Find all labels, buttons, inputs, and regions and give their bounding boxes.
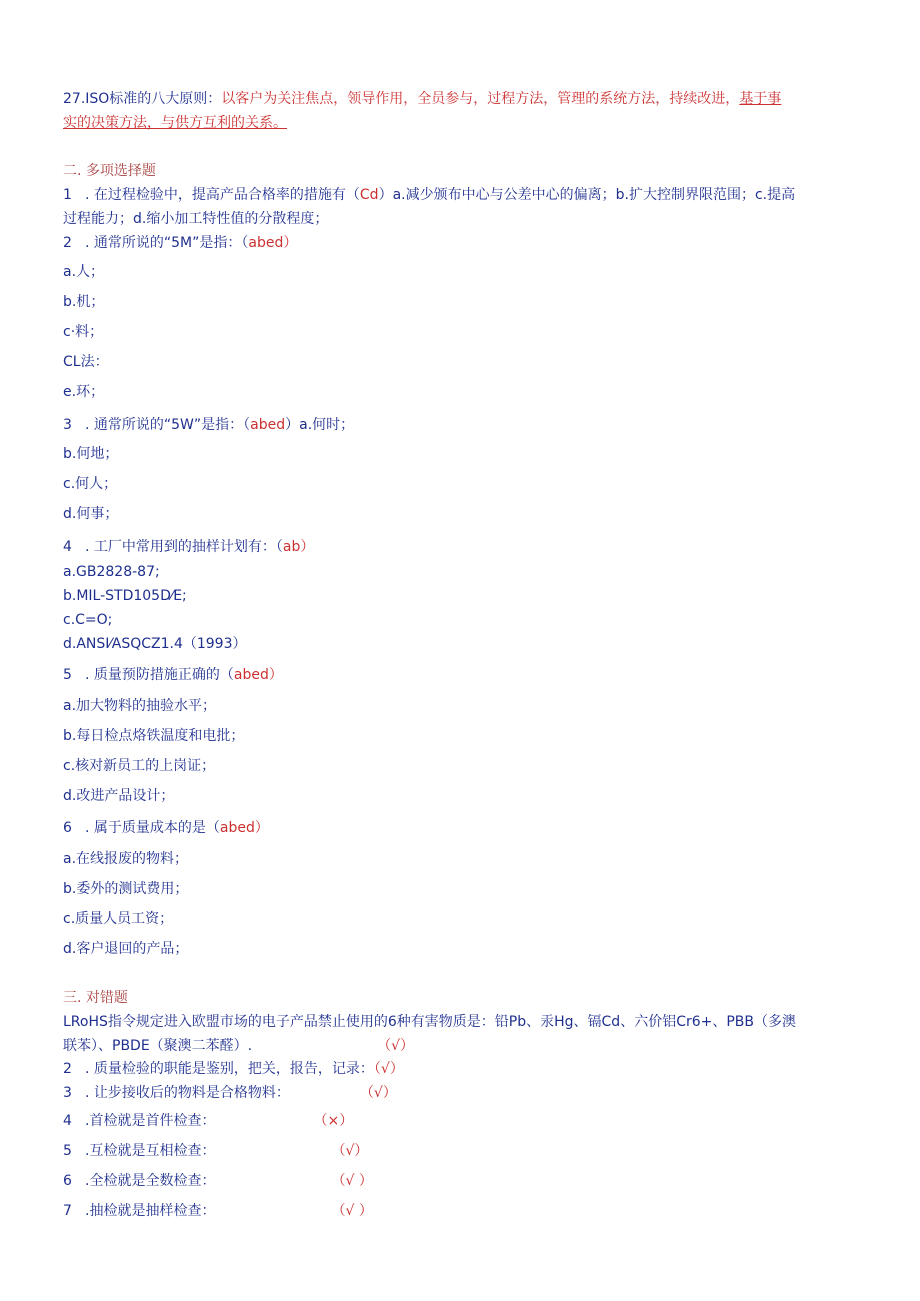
mc-q6 (63, 817, 269, 839)
mc-q1-line2: 过程能力；d.缩小加工特性值的分散程度； (63, 211, 329, 227)
tf-question (63, 1082, 397, 1104)
option: d.ANSI⁄ASQCZ1.4（1993） (63, 636, 247, 652)
option: c.质量人员工资； (63, 911, 174, 927)
option: b.每日检点烙铁温度和电批； (63, 728, 245, 744)
answer-close: ） (400, 1038, 415, 1054)
question-options: ）a.减少颁布中心与公差中心的偏离；b.扩大控制界限范围；c.提高 (378, 187, 796, 203)
answer-mark: √ (391, 1038, 401, 1054)
mc-q5 (63, 664, 283, 686)
tf-q1-line2 (63, 1035, 414, 1057)
option: d.改进产品设计； (63, 788, 175, 804)
q27-line1 (63, 88, 781, 110)
option: a.GB2828-87; (63, 564, 160, 580)
answer-mark: × (327, 1113, 340, 1129)
option: b.委外的测试费用； (63, 881, 189, 897)
option: c.何人； (63, 476, 118, 492)
question-number: 7 (63, 1203, 72, 1219)
question-options: ）a.何时； (285, 417, 355, 433)
answer-mark: √ (380, 1061, 390, 1077)
mc-q4 (63, 536, 314, 558)
q27-line2: 实的决策方法，与供方互利的关系。 (63, 115, 287, 131)
answer-close: ） (300, 539, 315, 555)
question-number: 5 (63, 1143, 72, 1159)
answer-mark: √ (373, 1085, 383, 1101)
option: a.人； (63, 264, 105, 280)
q27-answer-tail: 基于事 (739, 91, 782, 107)
answer: abed (248, 235, 284, 251)
option: b.机； (63, 294, 105, 310)
question-text: .全检就是全数检查： (85, 1173, 216, 1189)
option: b.何地； (63, 446, 119, 462)
option: a.在线报废的物料； (63, 851, 189, 867)
answer-mark: √ (345, 1203, 355, 1219)
answer-close: ） (254, 820, 269, 836)
question-number: 3 (63, 1085, 72, 1101)
question-number: 2 (63, 235, 72, 251)
question-text: .首检就是首件检查： (85, 1113, 216, 1129)
option: CL法： (63, 354, 109, 370)
answer: ab (282, 539, 301, 555)
section-3-title: 三. 对错题 (63, 990, 128, 1006)
option: c.核对新员工的上岗证； (63, 758, 216, 774)
answer-close: ） (382, 1085, 397, 1101)
question-number: 6 (63, 820, 72, 836)
tf-question (63, 1170, 373, 1192)
question-text: . 在过程检验中，提高产品合格率的措施有（ (85, 187, 360, 203)
tf-question (63, 1110, 353, 1132)
answer-close: ） (268, 667, 283, 683)
tf-question (63, 1058, 404, 1080)
tf-question (63, 1140, 368, 1162)
question-number: 3 (63, 417, 72, 433)
question-number: 5 (63, 667, 72, 683)
question-text: .抽检就是抽样检查： (85, 1203, 216, 1219)
answer-close: ） (283, 235, 298, 251)
question-text: 联苯）、PBDE（聚澳二苯醛）. (63, 1038, 253, 1054)
mc-q2 (63, 232, 297, 254)
question-text: . 质量检验的职能是鉴别，把关，报告，记录： (85, 1061, 374, 1077)
answer-open: （ (359, 1085, 374, 1101)
option: e.环； (63, 384, 105, 400)
answer-close: ） (354, 1173, 373, 1189)
answer-close: ） (354, 1203, 373, 1219)
answer-close: ） (389, 1061, 404, 1077)
question-number: 2 (63, 1061, 72, 1077)
answer-mark: √ (345, 1173, 355, 1189)
question-text: . 让步接收后的物料是合格物料： (85, 1085, 290, 1101)
answer-open: （ (331, 1203, 346, 1219)
question-text: .互检就是互相检查： (85, 1143, 216, 1159)
question-text: . 通常所说的“5W”是指：（ (85, 417, 251, 433)
mc-q1-line1 (63, 184, 795, 206)
question-number: 1 (63, 187, 72, 203)
answer: abed (233, 667, 269, 683)
option: a.加大物料的抽验水平； (63, 698, 217, 714)
q27-answer: 以客户为关注焦点，领导作用，全员参与，过程方法，管理的系统方法，持续改进， (221, 91, 740, 107)
question-number: 4 (63, 539, 72, 555)
tf-q1-line1: LRoHS指令规定进入欧盟市场的电子产品禁止使用的6种有害物质是：铅Pb、汞Hg、镉Cd、六价铝Cr6+、PBB（多澳 (63, 1014, 797, 1030)
question-text: . 属于质量成本的是（ (85, 820, 220, 836)
q27-prefix: 27.ISO标准的八大原则： (63, 91, 222, 107)
question-number: 6 (63, 1173, 72, 1189)
option: b.MIL-STD105D⁄E; (63, 588, 187, 604)
question-text: . 质量预防措施正确的（ (85, 667, 234, 683)
answer: Cd (359, 187, 379, 203)
question-number: 4 (63, 1113, 72, 1129)
answer-open: （ (373, 1061, 381, 1077)
option: d.何事； (63, 506, 119, 522)
tf-question (63, 1200, 373, 1222)
mc-q3 (63, 414, 354, 436)
answer-close: ） (354, 1143, 369, 1159)
answer-open: （ (331, 1173, 346, 1189)
answer-open: （ (331, 1143, 346, 1159)
answer-mark: √ (345, 1143, 355, 1159)
option: c.C=O; (63, 612, 113, 628)
answer-open: （ (313, 1113, 328, 1129)
answer-open: （ (377, 1038, 392, 1054)
question-text: . 通常所说的“5M”是指：（ (85, 235, 249, 251)
question-text: . 工厂中常用到的抽样计划有：（ (85, 539, 283, 555)
answer: abed (250, 417, 286, 433)
option: d.客户退回的产品； (63, 941, 189, 957)
option: c·料； (63, 324, 104, 340)
section-2-title: 二. 多项选择题 (63, 163, 156, 179)
answer: abed (219, 820, 255, 836)
answer-close: ） (339, 1113, 354, 1129)
